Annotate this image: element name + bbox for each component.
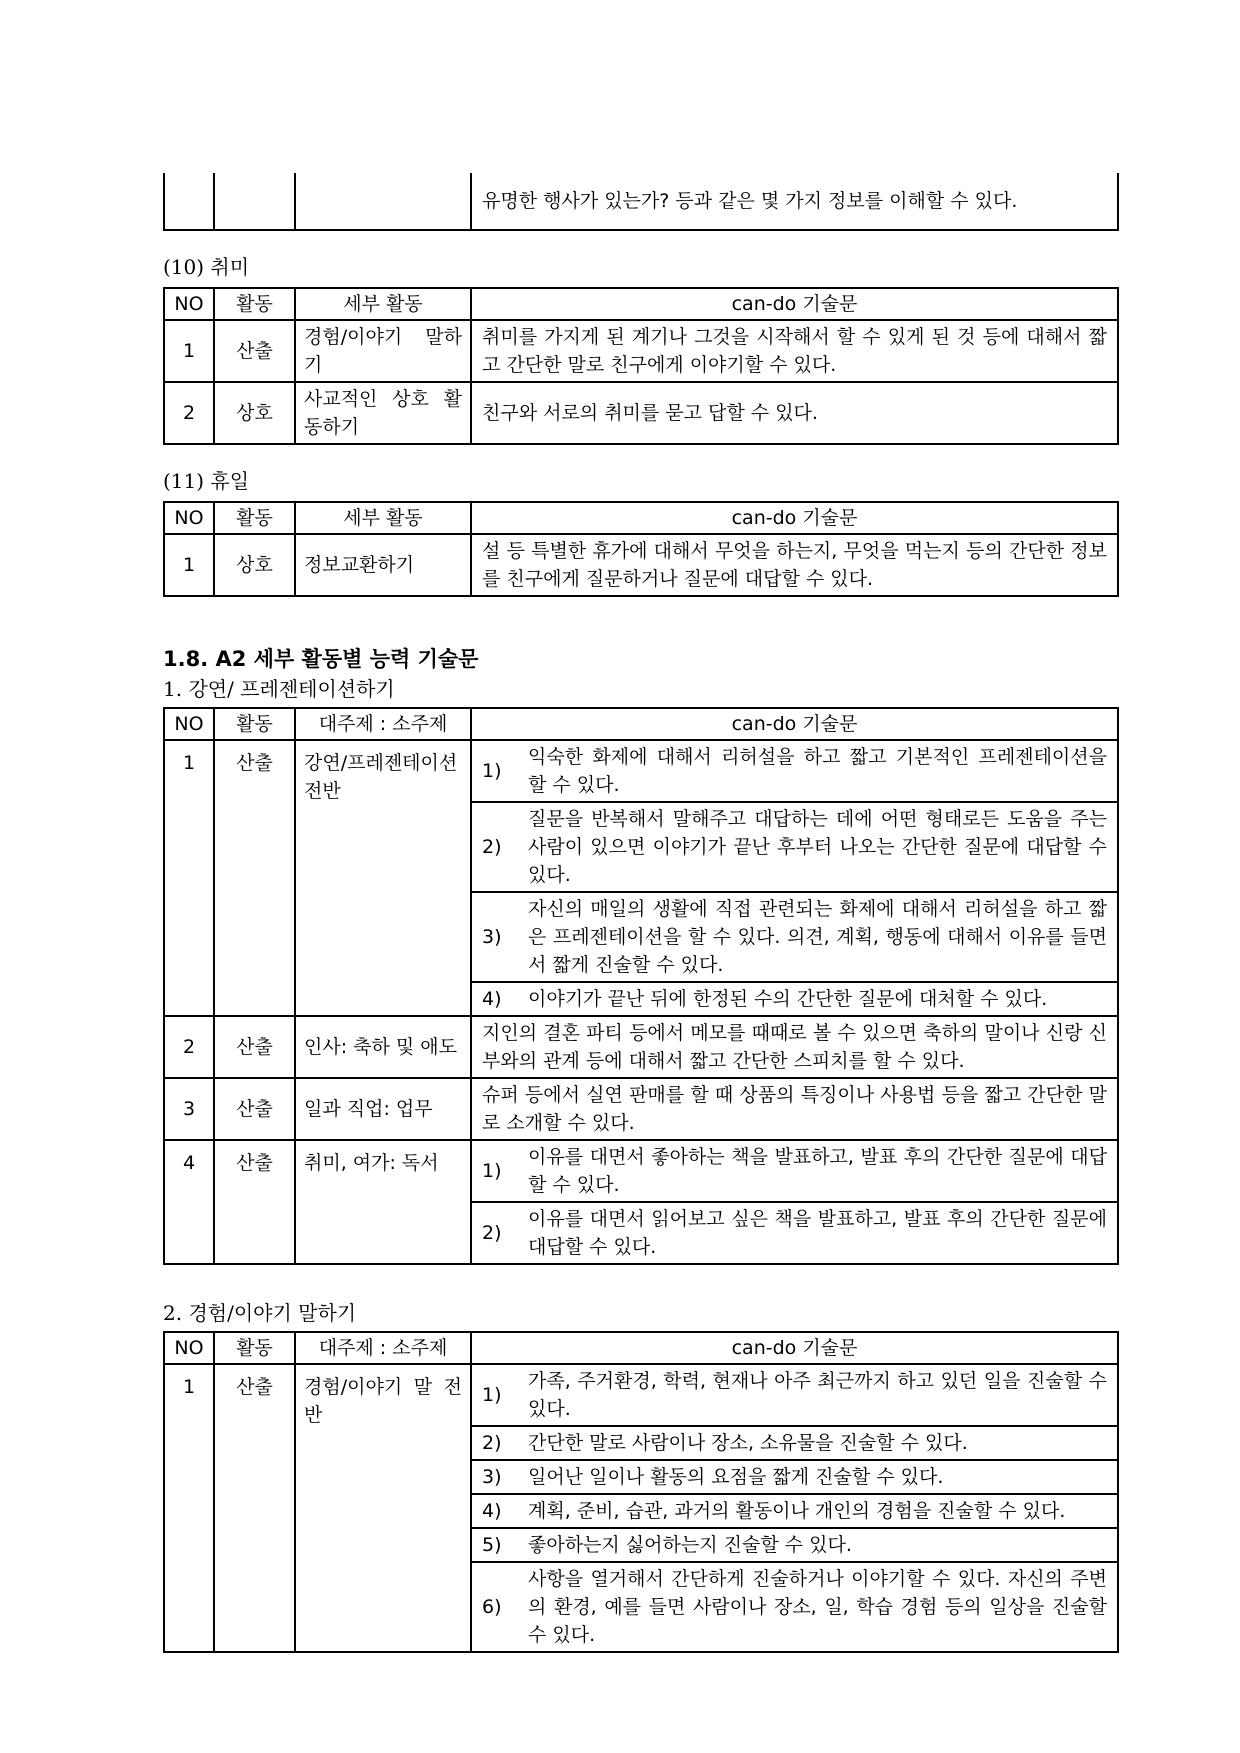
item-number: 1) xyxy=(482,1384,502,1406)
cell-detail: 경험/이야기 말 전반 xyxy=(295,1364,471,1652)
cell-detail: 경험/이야기 말하기 xyxy=(295,320,471,382)
item-text: 이유를 대면서 좋아하는 책을 발표하고, 발표 후의 간단한 질문에 대답할 수 있다. xyxy=(528,1146,1107,1196)
item-number: 2) xyxy=(482,1222,502,1244)
cell-activity: 상호 xyxy=(214,382,295,444)
column-header: NO xyxy=(164,288,214,320)
column-header: 세부 활동 xyxy=(295,502,471,534)
column-header: 활동 xyxy=(214,502,295,534)
table-header-row xyxy=(164,288,1118,320)
item-text: 사항을 열거해서 간단하게 진술하거나 이야기할 수 있다. 자신의 주변의 환경, 예를 들면 사람이나 장소, 일, 학습 경험 등의 일상을 진술할 수 있다. xyxy=(528,1568,1107,1646)
cell-activity xyxy=(214,173,295,230)
column-header: can-do 기술문 xyxy=(471,288,1118,320)
item-number: 5) xyxy=(482,1534,502,1556)
item-number: 3) xyxy=(482,926,502,948)
column-header: NO xyxy=(164,1332,214,1364)
cell-cando xyxy=(471,320,1118,382)
item-text: 익숙한 화제에 대해서 리허설을 하고 짧고 기본적인 프레젠테이션을 할 수 있다. xyxy=(528,746,1107,796)
cell-no: 2 xyxy=(164,1016,214,1078)
column-header: NO xyxy=(164,502,214,534)
cando-item xyxy=(472,1425,1117,1459)
cell-detail: 정보교환하기 xyxy=(295,534,471,596)
section-heading-holiday: (11) 휴일 xyxy=(163,469,250,493)
cell-cando xyxy=(471,1078,1118,1140)
item-number: 1) xyxy=(482,1160,502,1182)
table-row xyxy=(164,1364,1118,1652)
column-header: NO xyxy=(164,708,214,740)
cell-no: 1 xyxy=(164,740,214,1016)
section-heading-hobby: (10) 취미 xyxy=(163,255,250,279)
cando-text: 친구와 서로의 취미를 묻고 답할 수 있다. xyxy=(482,402,818,424)
cell-no: 1 xyxy=(164,320,214,382)
cell-activity: 산출 xyxy=(214,1140,295,1264)
item-text: 이야기가 끝난 뒤에 한정된 수의 간단한 질문에 대처할 수 있다. xyxy=(528,988,1048,1010)
cando-item xyxy=(472,1459,1117,1493)
table-row xyxy=(164,173,1118,230)
table-row xyxy=(164,382,1118,444)
section-title: 1.8. A2 세부 활동별 능력 기술문 xyxy=(163,647,479,671)
cell-cando xyxy=(471,173,1118,230)
column-header: 활동 xyxy=(214,288,295,320)
item-text: 일어난 일이나 활동의 요점을 짧게 진술할 수 있다. xyxy=(528,1466,944,1488)
cell-no xyxy=(164,173,214,230)
cando-item xyxy=(472,801,1117,891)
cando-item xyxy=(472,1201,1117,1263)
table-header-row xyxy=(164,708,1118,740)
cell-cando xyxy=(471,740,1118,1016)
item-number: 3) xyxy=(482,1466,502,1488)
item-number: 4) xyxy=(482,988,502,1010)
column-header: 활동 xyxy=(214,1332,295,1364)
cell-no: 1 xyxy=(164,534,214,596)
cell-detail: 취미, 여가: 독서 xyxy=(295,1140,471,1264)
table-row xyxy=(164,1078,1118,1140)
table-header-row xyxy=(164,502,1118,534)
column-header: can-do 기술문 xyxy=(471,1332,1118,1364)
table-header-row xyxy=(164,1332,1118,1364)
cell-detail xyxy=(295,173,471,230)
cell-no: 4 xyxy=(164,1140,214,1264)
lecture-table xyxy=(163,707,1119,1265)
item-number: 1) xyxy=(482,760,502,782)
cell-cando xyxy=(471,1140,1118,1264)
cell-cando xyxy=(471,382,1118,444)
cell-activity: 산출 xyxy=(214,740,295,1016)
table-row xyxy=(164,740,1118,1016)
item-number: 2) xyxy=(482,836,502,858)
column-header: 대주제 : 소주제 xyxy=(295,1332,471,1364)
column-header: 대주제 : 소주제 xyxy=(295,708,471,740)
subsection-heading-experience: 2. 경험/이야기 말하기 xyxy=(163,1301,357,1325)
cell-no: 2 xyxy=(164,382,214,444)
cell-cando xyxy=(471,1364,1118,1652)
item-text: 좋아하는지 싫어하는지 진술할 수 있다. xyxy=(528,1534,852,1556)
cell-no: 1 xyxy=(164,1364,214,1652)
cando-item xyxy=(472,1527,1117,1561)
item-number: 6) xyxy=(482,1596,502,1618)
cell-activity: 산출 xyxy=(214,1364,295,1652)
column-header: can-do 기술문 xyxy=(471,708,1118,740)
experience-table xyxy=(163,1331,1119,1653)
item-number: 2) xyxy=(482,1432,502,1454)
holiday-table xyxy=(163,501,1119,597)
cell-detail: 사교적인 상호 활동하기 xyxy=(295,382,471,444)
cando-item xyxy=(472,981,1117,1015)
cell-activity: 산출 xyxy=(214,320,295,382)
cell-activity: 산출 xyxy=(214,1078,295,1140)
cell-activity: 산출 xyxy=(214,1016,295,1078)
item-number: 4) xyxy=(482,1500,502,1522)
cell-detail: 일과 직업: 업무 xyxy=(295,1078,471,1140)
cando-item xyxy=(472,891,1117,981)
cell-detail: 강연/프레젠테이션전반 xyxy=(295,740,471,1016)
cando-text: 슈퍼 등에서 실연 판매를 할 때 상품의 특징이나 사용법 등을 짧고 간단한 말로 소개할 수 있다. xyxy=(482,1084,1107,1134)
cando-item xyxy=(472,741,1117,801)
item-text: 자신의 매일의 생활에 직접 관련되는 화제에 대해서 리허설을 하고 짧은 프레젠테이션을 할 수 있다. 의견, 계획, 행동에 대해서 이유를 들면서 짧게 진술할 수 있다. xyxy=(528,898,1107,976)
column-header: 활동 xyxy=(214,708,295,740)
cell-no: 3 xyxy=(164,1078,214,1140)
cando-text: 유명한 행사가 있는가? 등과 같은 몇 가지 정보를 이해할 수 있다. xyxy=(482,190,1018,212)
table-row xyxy=(164,320,1118,382)
item-text: 간단한 말로 사람이나 장소, 소유물을 진술할 수 있다. xyxy=(528,1432,968,1454)
table-row xyxy=(164,534,1118,596)
item-text: 계획, 준비, 습관, 과거의 활동이나 개인의 경험을 진술할 수 있다. xyxy=(528,1500,1066,1522)
item-text: 가족, 주거환경, 학력, 현재나 아주 최근까지 하고 있던 일을 진술할 수 있다. xyxy=(528,1370,1107,1420)
cando-text: 설 등 특별한 휴가에 대해서 무엇을 하는지, 무엇을 먹는지 등의 간단한 정보를 친구에게 질문하거나 질문에 대답할 수 있다. xyxy=(482,540,1107,590)
cando-item xyxy=(472,1561,1117,1651)
column-header: 세부 활동 xyxy=(295,288,471,320)
item-text: 이유를 대면서 읽어보고 싶은 책을 발표하고, 발표 후의 간단한 질문에 대답할 수 있다. xyxy=(528,1208,1107,1258)
continued-table xyxy=(163,173,1119,231)
item-text: 질문을 반복해서 말해주고 대답하는 데에 어떤 형태로든 도움을 주는 사람이 있으면 이야기가 끝난 후부터 나오는 간단한 질문에 대답할 수 있다. xyxy=(528,808,1107,886)
table-row xyxy=(164,1140,1118,1264)
cando-item xyxy=(472,1365,1117,1425)
subsection-heading-lecture: 1. 강연/ 프레젠테이션하기 xyxy=(163,677,395,701)
column-header: can-do 기술문 xyxy=(471,502,1118,534)
page-content xyxy=(163,0,1117,1653)
cando-text: 지인의 결혼 파티 등에서 메모를 때때로 볼 수 있으면 축하의 말이나 신랑 신부와의 관계 등에 대해서 짧고 간단한 스피치를 할 수 있다. xyxy=(482,1022,1107,1072)
cell-cando xyxy=(471,1016,1118,1078)
cell-cando xyxy=(471,534,1118,596)
cell-detail: 인사: 축하 및 애도 xyxy=(295,1016,471,1078)
table-row xyxy=(164,1016,1118,1078)
cell-activity: 상호 xyxy=(214,534,295,596)
cando-text: 취미를 가지게 된 계기나 그것을 시작해서 할 수 있게 된 것 등에 대해서 짧고 간단한 말로 친구에게 이야기할 수 있다. xyxy=(482,326,1107,376)
cando-item xyxy=(472,1141,1117,1201)
hobby-table xyxy=(163,287,1119,445)
cando-item xyxy=(472,1493,1117,1527)
